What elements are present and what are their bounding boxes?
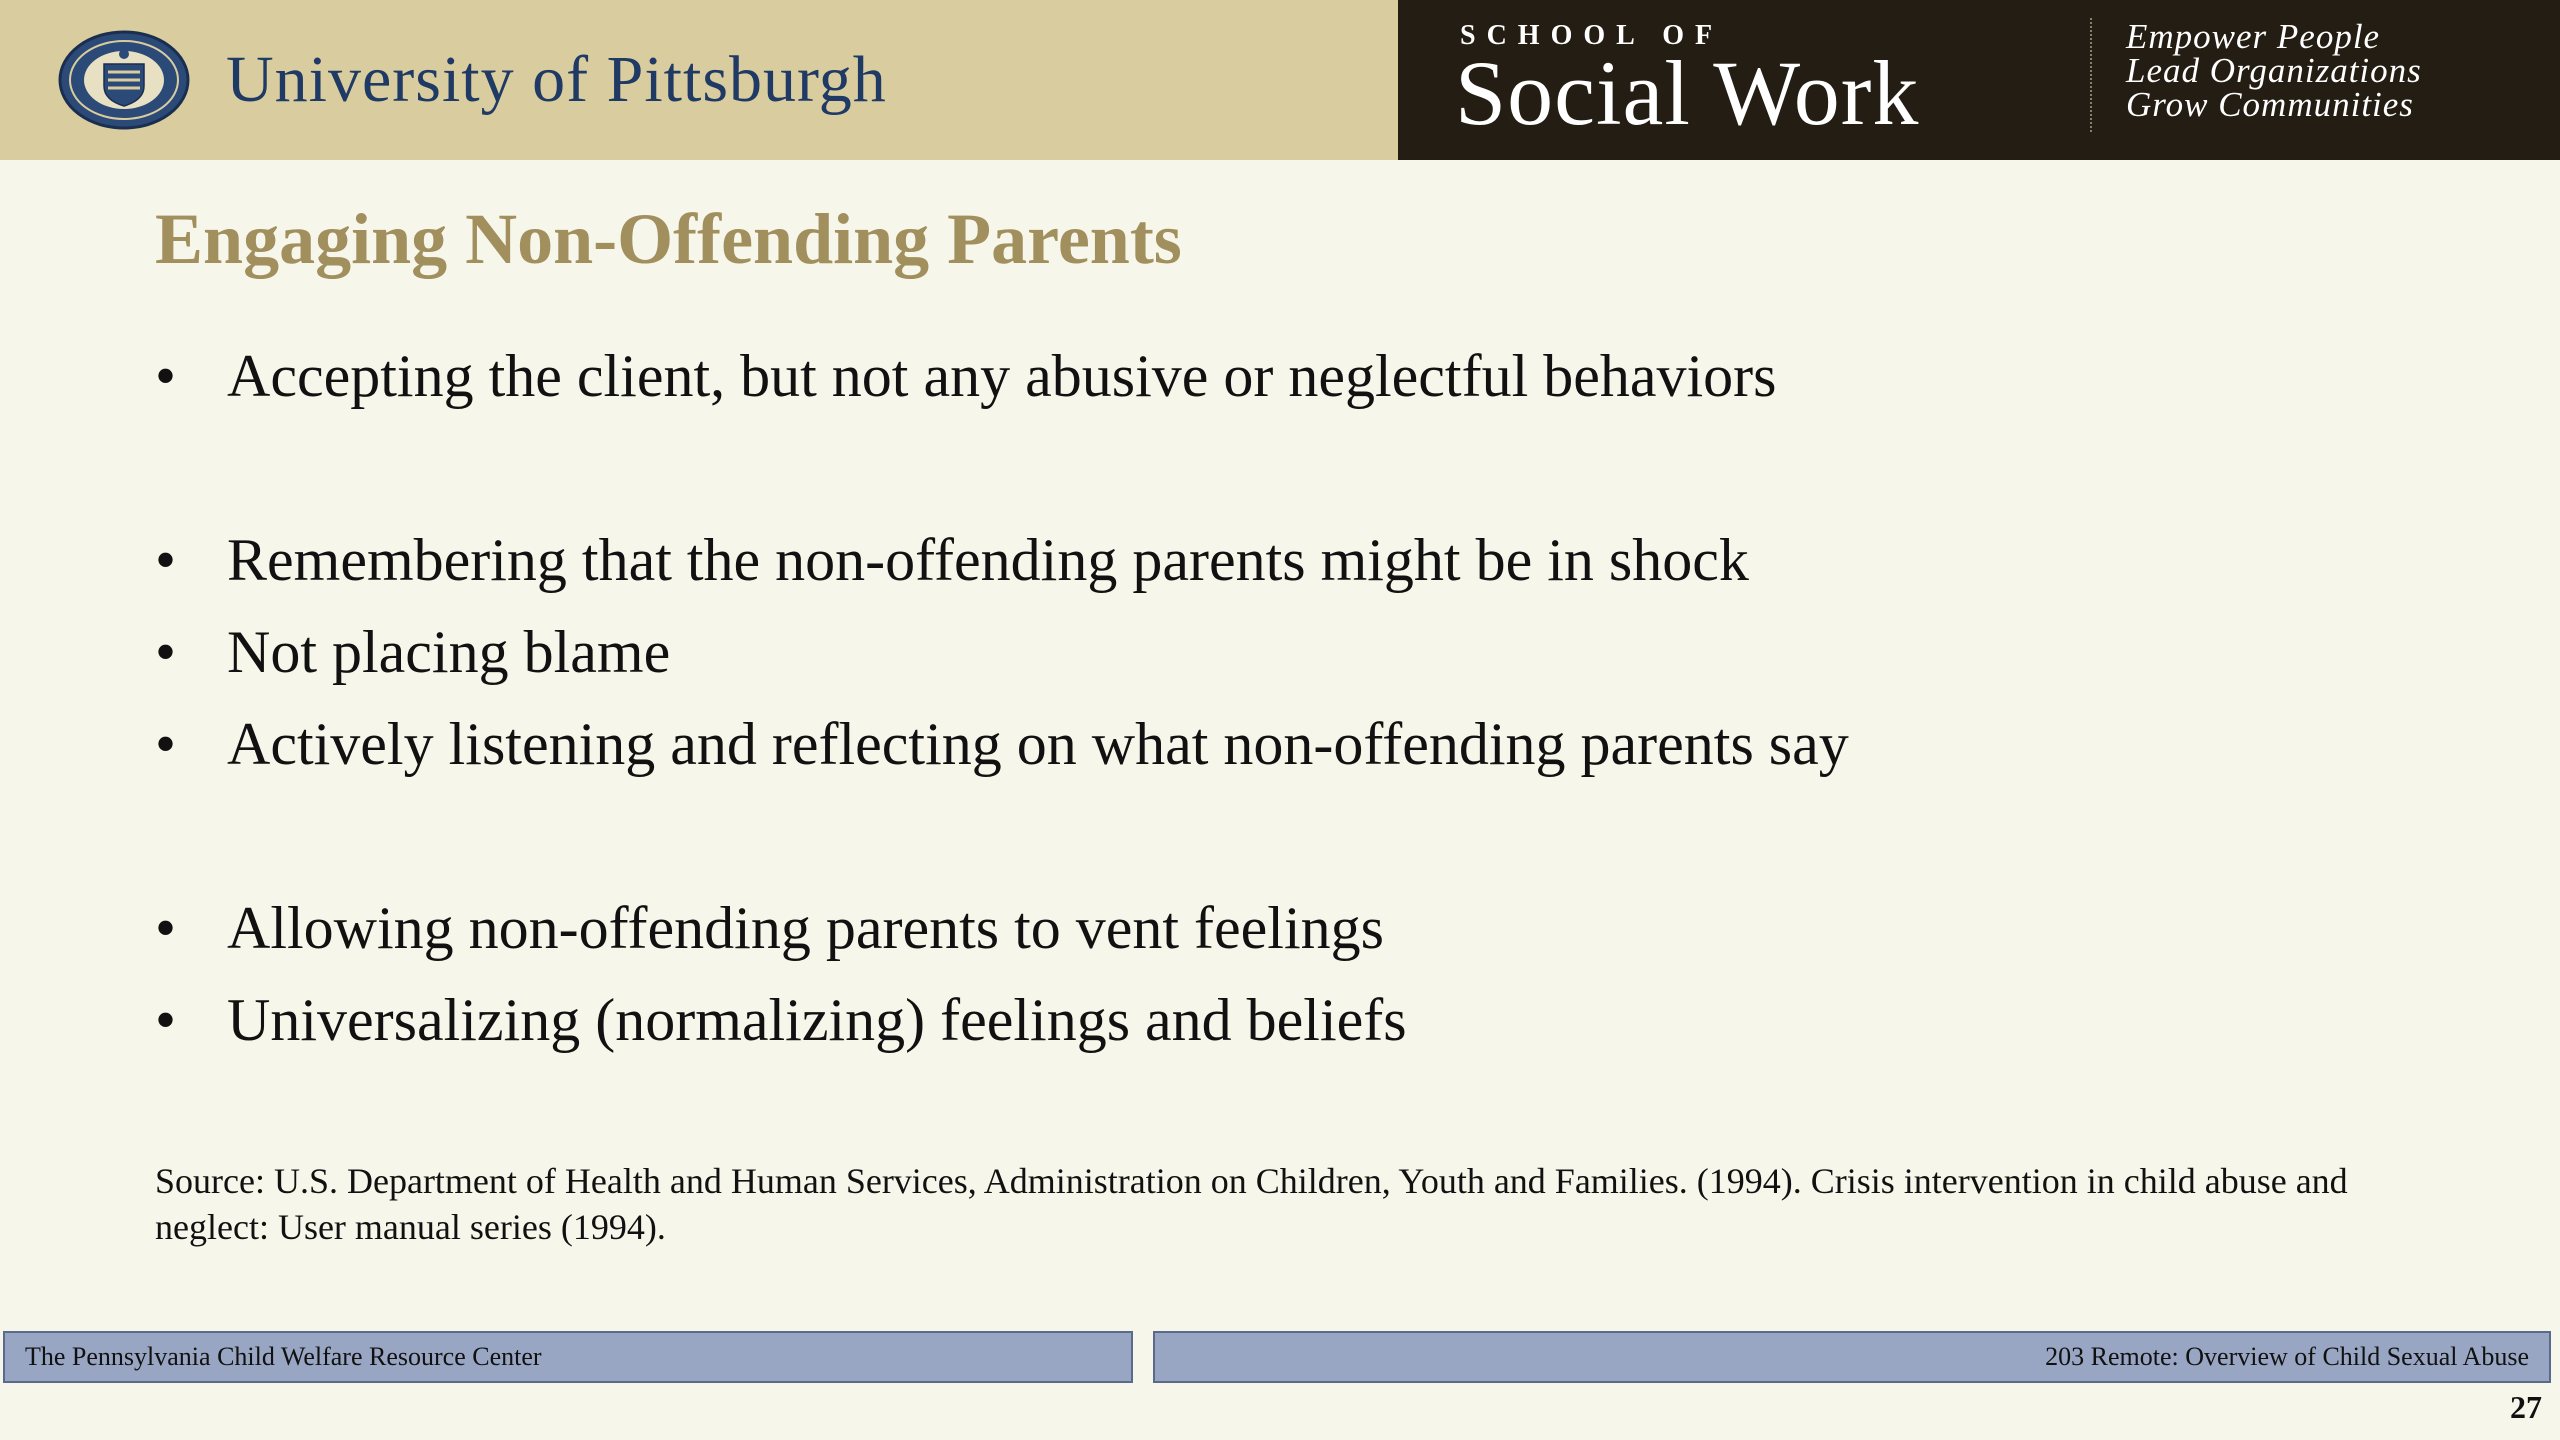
- school-taglines: [2126, 17, 2422, 124]
- bullet-dot: •: [155, 619, 177, 685]
- bullet-dot: •: [155, 343, 177, 409]
- bullet-text: Not placing blame: [227, 619, 671, 685]
- bullet-dot: •: [155, 987, 177, 1053]
- bullet-text: Remembering that the non-offending parents might be in shock: [227, 527, 1749, 593]
- slide-title: Engaging Non-Offending Parents: [155, 199, 1182, 279]
- tagline-lead: Lead Organizations: [2126, 51, 2422, 90]
- university-seal-icon: [58, 30, 190, 130]
- header-divider: [2090, 18, 2092, 132]
- bullet-dot: •: [155, 895, 177, 961]
- footer-course-title: 203 Remote: Overview of Child Sexual Abuse: [1153, 1331, 2551, 1383]
- bullet-dot: •: [155, 527, 177, 593]
- school-name: Social Work: [1455, 42, 1920, 144]
- source-citation: Source: U.S. Department of Health and Human Services, Administration on Children, Youth and Families. (1994). Crisis intervention in child abuse and neglect: User manual series (1994).: [155, 1161, 2348, 1247]
- tagline-grow: Grow Communities: [2126, 85, 2414, 124]
- university-name: University of Pittsburgh: [226, 43, 887, 116]
- page-number: 27: [2510, 1389, 2542, 1425]
- bullet-text: Universalizing (normalizing) feelings and beliefs: [227, 987, 1407, 1053]
- bullet-dot: •: [155, 711, 177, 777]
- bullet-text: Accepting the client, but not any abusive or neglectful behaviors: [227, 343, 1777, 409]
- school-of-label: SCHOOL OF: [1460, 20, 1724, 51]
- tagline-empower: Empower People: [2126, 17, 2381, 56]
- footer-organization: The Pennsylvania Child Welfare Resource Center: [3, 1331, 1133, 1383]
- bullet-text: Allowing non-offending parents to vent feelings: [227, 895, 1384, 961]
- bullet-text: Actively listening and reflecting on what non-offending parents say: [227, 711, 1849, 777]
